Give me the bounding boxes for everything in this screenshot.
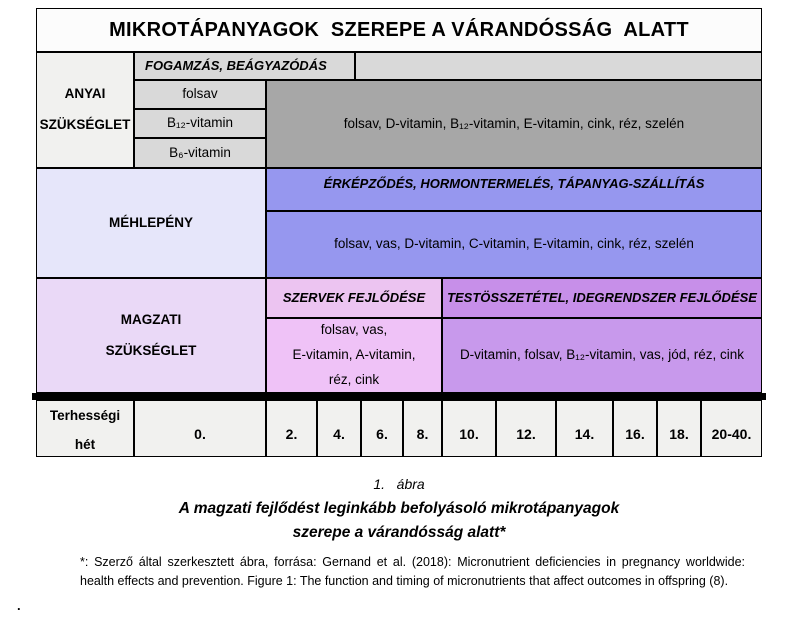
anyai-label-line1: ANYAI xyxy=(64,86,106,102)
mehlepeny-nutrients-cell: folsav, vas, D-vitamin, C-vitamin, E-vitamin, cink, réz, szelén xyxy=(266,211,762,278)
magzati-left-line1: folsav, vas, xyxy=(320,322,388,338)
stray-period-mark: . xyxy=(17,598,21,613)
week-cell-6: 6. xyxy=(361,400,403,457)
week-cell-16: 16. xyxy=(613,400,657,457)
anyai-subitem-b6: B₆-vitamin xyxy=(134,138,266,168)
magzati-left-line2: E-vitamin, A-vitamin, xyxy=(292,347,416,363)
anyai-label-line2: SZÜKSÉGLET xyxy=(39,117,131,132)
week-header-line1: Terhességi xyxy=(49,407,121,423)
magzati-nutrients-right-cell: D-vitamin, folsav, B₁₂-vitamin, vas, jód, réz, cink xyxy=(442,318,762,393)
magzati-label-line1: MAGZATI xyxy=(120,311,182,327)
week-row-header xyxy=(36,400,134,457)
figure-caption-line1: A magzati fejlődést leginkább befolyásoló mikrotápanyagok xyxy=(178,500,620,517)
mehlepeny-label: MÉHLEPÉNY xyxy=(108,214,193,230)
source-footnote: *: Szerző által szerkesztett ábra, forrása: Gernand et al. (2018): Micronutrient deficiencies in pregnancy worldwide: health effects and prevention. Figure 1: The function and timing of micronutrients that affect outcomes in offspring (8). xyxy=(80,555,745,589)
week-cell-2: 2. xyxy=(266,400,317,457)
week-cell-0: 0. xyxy=(134,400,266,457)
fogamzas-phase-header: FOGAMZÁS, BEÁGYAZÓDÁS xyxy=(134,52,355,80)
figure-caption-line2: szerepe a várandósság alatt* xyxy=(292,524,506,541)
anyai-subitem-b12: B₁₂-vitamin xyxy=(134,109,266,138)
week-cell-8: 8. xyxy=(403,400,442,457)
anyai-nutrients-cell: folsav, D-vitamin, B₁₂-vitamin, E-vitamin, cink, réz, szelén xyxy=(266,80,762,168)
anyai-subitem-folsav: folsav xyxy=(134,80,266,109)
week-cell-12: 12. xyxy=(496,400,556,457)
mehlepeny-row-header xyxy=(36,168,266,278)
table-title: MIKROTÁPANYAGOK SZEREPE A VÁRANDÓSSÁG ALATT xyxy=(36,8,762,52)
week-cell-10: 10. xyxy=(442,400,496,457)
micronutrients-figure-table xyxy=(36,8,762,457)
magzati-row-header xyxy=(36,278,266,393)
week-cell-20-40: 20-40. xyxy=(701,400,762,457)
week-cell-14: 14. xyxy=(556,400,613,457)
anyai-row-header xyxy=(36,52,134,168)
magzati-left-line3: réz, cink xyxy=(328,371,380,387)
week-cell-4: 4. xyxy=(317,400,361,457)
szervek-phase-header: SZERVEK FEJLŐDÉSE xyxy=(266,278,442,318)
figure-number: 1. ábra xyxy=(373,476,425,492)
testosszetetel-phase-header: TESTÖSSZETÉTEL, IDEGRENDSZER FEJLŐDÉSE xyxy=(442,278,762,318)
thick-divider-bar xyxy=(32,393,766,400)
fogamzas-phase-spacer xyxy=(355,52,762,80)
magzati-nutrients-left-cell xyxy=(266,318,442,393)
week-cell-18: 18. xyxy=(657,400,701,457)
magzati-label-line2: SZÜKSÉGLET xyxy=(105,342,197,358)
erkepzodes-phase-header: ÉRKÉPZŐDÉS, HORMONTERMELÉS, TÁPANYAG-SZÁLLÍTÁS xyxy=(266,168,762,211)
week-header-line2: hét xyxy=(74,436,96,452)
